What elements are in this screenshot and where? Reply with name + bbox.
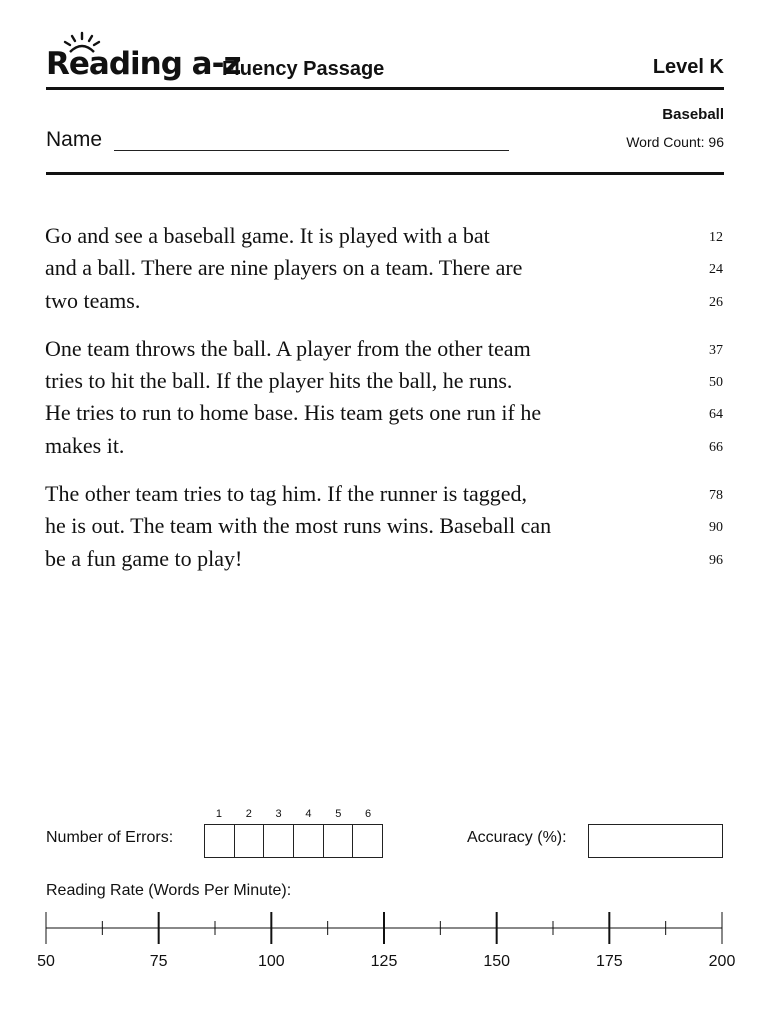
reading-az-logo: Reading a-z — [46, 46, 241, 82]
error-box[interactable] — [294, 825, 324, 857]
passage-line — [45, 397, 725, 429]
passage-line-text: He tries to run to home base. His team gets one run if he — [45, 400, 542, 426]
passage-line-text: and a ball. There are nine players on a team. There are — [45, 255, 523, 281]
cumulative-word-count: 26 — [709, 294, 723, 310]
passage-line — [45, 285, 725, 317]
error-box-number: 1 — [215, 808, 222, 820]
passage-paragraph — [45, 478, 725, 575]
passage-line — [45, 510, 725, 542]
cumulative-word-count: 24 — [709, 262, 723, 278]
rate-tick-label: 75 — [149, 953, 168, 970]
rate-tick-label: 50 — [37, 953, 55, 970]
passage-line — [45, 220, 725, 252]
header-rule — [46, 87, 724, 90]
name-label: Name — [46, 128, 103, 151]
error-boxes — [204, 824, 383, 858]
passage-line-text: he is out. The team with the most runs wins. Baseball can — [45, 513, 552, 539]
error-box-number: 6 — [365, 808, 372, 820]
rate-tick-label: 100 — [257, 953, 285, 970]
meta-rule — [46, 172, 724, 175]
story-title: Baseball — [662, 106, 724, 123]
error-box[interactable] — [324, 825, 354, 857]
passage-line — [45, 252, 725, 284]
passage-line-text: tries to hit the ball. If the player hits the ball, he runs. — [45, 368, 513, 394]
rate-tick-label: 150 — [483, 953, 511, 970]
name-write-line[interactable] — [114, 150, 509, 151]
level-heading: Level K — [652, 56, 724, 78]
error-box[interactable] — [353, 825, 382, 857]
cumulative-word-count: 64 — [709, 407, 723, 423]
passage-line-text: One team throws the ball. A player from the other team — [45, 335, 531, 361]
cumulative-word-count: 90 — [709, 520, 723, 536]
error-box-number: 2 — [245, 808, 252, 820]
error-box[interactable] — [205, 825, 235, 857]
passage-paragraph — [45, 220, 725, 317]
error-box-number: 3 — [275, 808, 282, 820]
passage-paragraph — [45, 333, 725, 462]
cumulative-word-count: 96 — [709, 552, 723, 568]
accuracy-input-box[interactable] — [588, 824, 723, 858]
error-box[interactable] — [235, 825, 265, 857]
passage-line-text: makes it. — [45, 432, 125, 458]
cumulative-word-count: 78 — [709, 488, 723, 504]
passage-line — [45, 365, 725, 397]
error-box[interactable] — [264, 825, 294, 857]
passage-type-heading: Fluency Passage — [222, 58, 385, 80]
reading-rate-label: Reading Rate (Words Per Minute): — [46, 882, 292, 899]
passage-line — [45, 333, 725, 365]
rate-tick-label: 200 — [708, 953, 736, 970]
word-count: Word Count: 96 — [626, 134, 724, 150]
rate-tick-label: 125 — [370, 953, 398, 970]
error-box-number: 4 — [305, 808, 312, 820]
accuracy-label: Accuracy (%): — [467, 829, 567, 846]
cumulative-word-count: 37 — [709, 342, 723, 358]
passage-line-text: The other team tries to tag him. If the runner is tagged, — [45, 481, 528, 507]
passage-line-text: Go and see a baseball game. It is played with a bat — [45, 223, 490, 248]
rate-tick-label: 175 — [595, 953, 623, 970]
errors-label: Number of Errors: — [46, 829, 174, 846]
error-box-number: 5 — [335, 808, 342, 820]
passage-line — [45, 430, 725, 462]
passage-line-text: two teams. — [45, 287, 141, 313]
passage-line — [45, 543, 725, 575]
passage-line-text: be a fun game to play! — [45, 545, 243, 571]
cumulative-word-count: 66 — [709, 439, 723, 455]
cumulative-word-count: 50 — [709, 375, 723, 391]
passage-line — [45, 478, 725, 510]
reading-rate-scale — [0, 900, 768, 980]
passage-text — [45, 220, 725, 591]
cumulative-word-count: 12 — [709, 230, 723, 245]
